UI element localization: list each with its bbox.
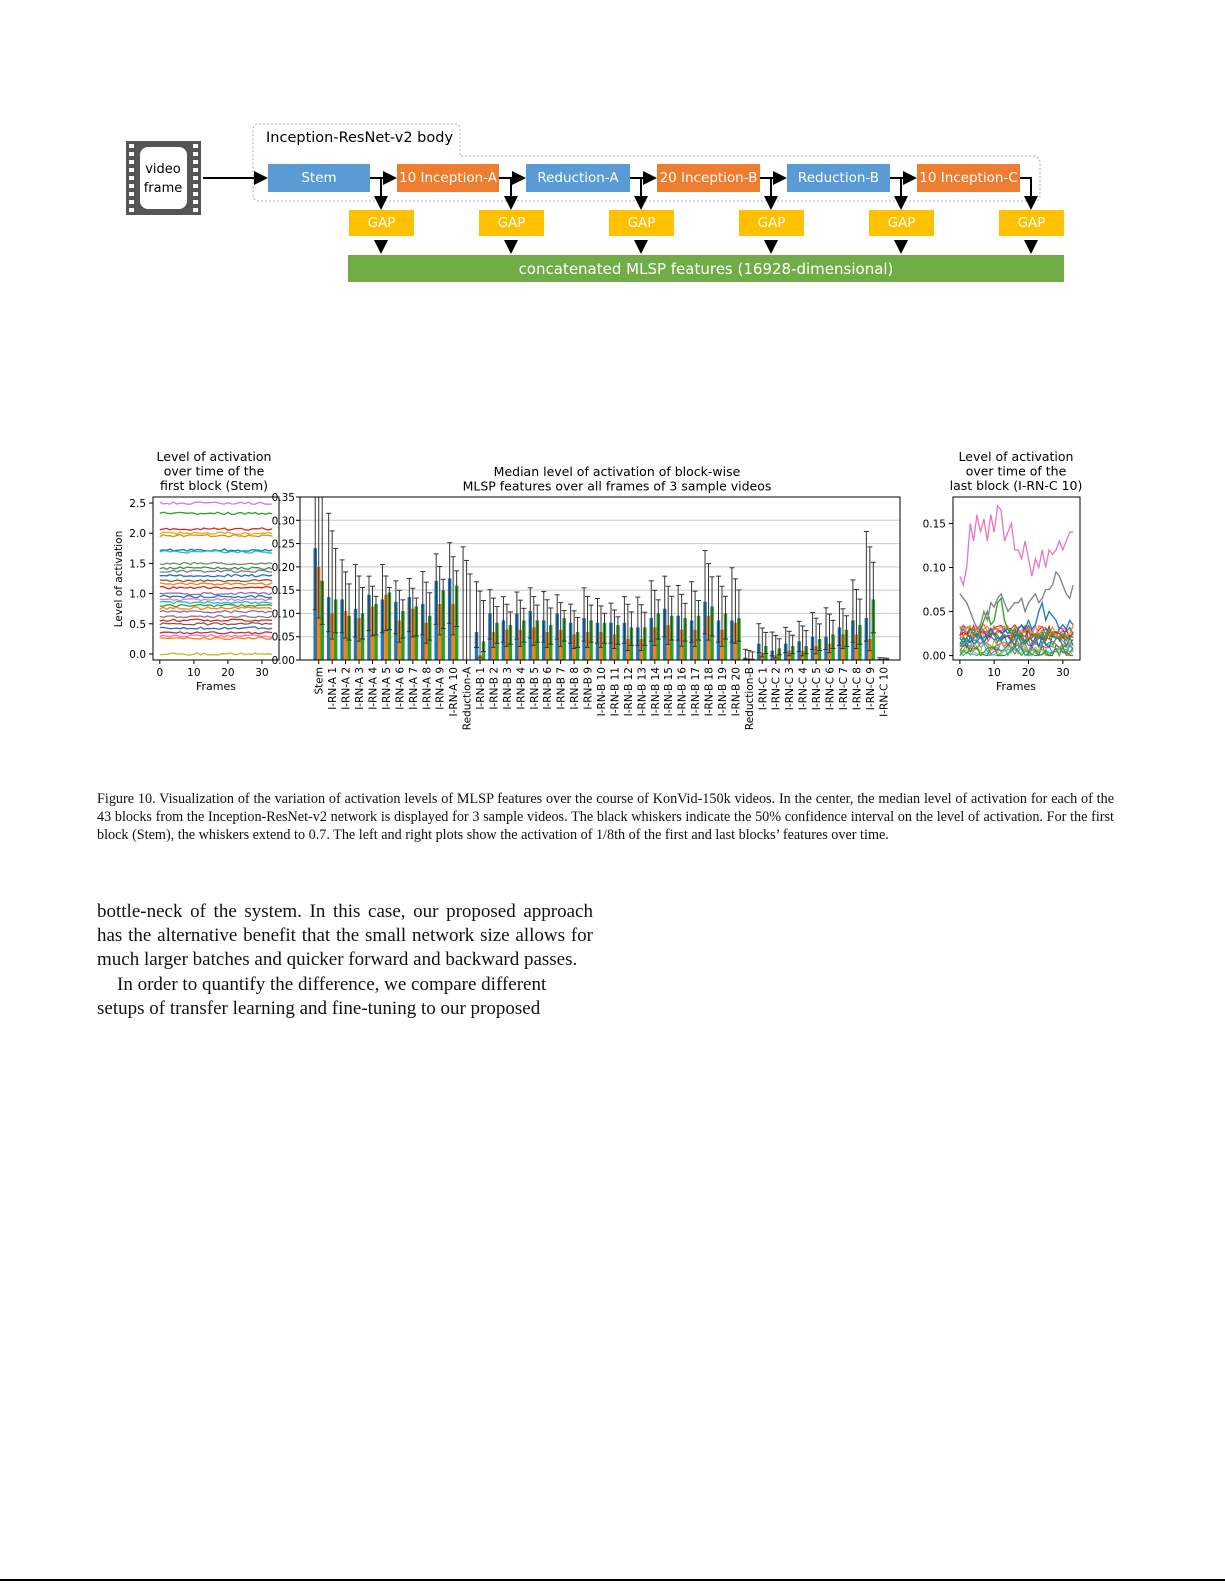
- x-tick-label: I-RN-C 10: [878, 667, 891, 717]
- x-tick-label: I-RN-C 2: [770, 667, 783, 711]
- x-tick-label: I-RN-C 8: [851, 667, 864, 711]
- chart-title: over time of the: [965, 463, 1067, 479]
- x-tick-label: I-RN-B 7: [555, 667, 568, 710]
- block-inception-a: 10 Inception-A: [397, 164, 499, 192]
- activation-line: [160, 574, 272, 576]
- y-tick-label: 0.05: [271, 631, 295, 644]
- gap-box: GAP: [349, 210, 414, 236]
- activation-line: [160, 512, 272, 514]
- gap-box: GAP: [609, 210, 674, 236]
- chart-title: Level of activation: [156, 449, 272, 464]
- x-tick-label: Reduction-A: [461, 667, 474, 731]
- x-tick-label: Stem: [313, 667, 326, 695]
- x-tick-label: 20: [221, 667, 235, 679]
- x-tick-label: I-RN-B 2: [488, 667, 501, 710]
- input-label-line2: frame: [143, 181, 183, 196]
- chart-title: MLSP features over all frames of 3 sample videos: [462, 478, 772, 494]
- activation-line: [160, 595, 272, 597]
- body-text: [97, 900, 593, 1021]
- activation-line: [160, 653, 272, 655]
- mlsp-features-bar: concatenated MLSP features (16928-dimensional): [348, 255, 1064, 282]
- x-tick-label: I-RN-B 5: [528, 667, 541, 710]
- input-label-line1: video: [145, 162, 181, 177]
- x-tick-label: 30: [255, 667, 269, 679]
- x-tick-label: I-RN-C 1: [757, 667, 770, 711]
- x-tick-label: I-RN-A 4: [367, 667, 380, 710]
- y-tick-label: 0.35: [271, 492, 295, 504]
- y-tick-label: 0.0: [129, 648, 146, 661]
- activation-line: [160, 632, 272, 634]
- activation-line: [160, 619, 272, 621]
- activation-line: [160, 616, 272, 618]
- x-tick-label: I-RN-B 16: [676, 667, 689, 717]
- x-tick-label: I-RN-A 9: [434, 667, 447, 710]
- block-inception-c: 10 Inception-C: [917, 164, 1020, 192]
- x-tick-label: I-RN-C 9: [864, 667, 877, 711]
- x-tick-label: I-RN-C 7: [837, 667, 850, 711]
- y-axis-label: Level of activation: [113, 530, 125, 628]
- activation-line: [160, 562, 272, 564]
- activation-line: [160, 623, 272, 625]
- chart-title: Level of activation: [958, 449, 1074, 464]
- y-tick-label: 0.25: [271, 538, 295, 551]
- x-tick-label: I-RN-C 4: [797, 667, 810, 711]
- x-tick-label: 10: [187, 667, 201, 679]
- x-tick-label: 0: [956, 667, 964, 679]
- activation-line: [160, 627, 272, 629]
- x-tick-label: 10: [987, 667, 1001, 679]
- chart-title: last block (I-RN-C 10): [949, 478, 1083, 493]
- activation-line: [160, 635, 272, 637]
- activation-line: [160, 528, 272, 530]
- x-tick-label: I-RN-B 6: [542, 667, 555, 710]
- x-axis-label: Frames: [995, 680, 1037, 693]
- y-tick-label: 0.10: [271, 608, 295, 621]
- x-tick-label: I-RN-B 10: [596, 667, 608, 717]
- x-tick-label: I-RN-B 14: [649, 667, 662, 717]
- activation-line: [160, 580, 272, 582]
- x-tick-label: I-RN-B 8: [569, 667, 582, 710]
- x-tick-label: I-RN-C 3: [784, 667, 797, 711]
- activation-charts: [0, 0, 1225, 760]
- x-tick-label: Reduction-B: [743, 667, 756, 731]
- x-tick-label: I-RN-B 12: [622, 667, 635, 717]
- activation-line: [160, 611, 272, 613]
- x-tick-label: I-RN-B 19: [716, 667, 729, 717]
- y-tick-label: 1.5: [129, 558, 146, 571]
- y-tick-label: 0.10: [922, 562, 946, 575]
- page-bottom-rule: [0, 1579, 1225, 1581]
- activation-line: [160, 599, 272, 601]
- chart-title: Median level of activation of block-wise: [493, 464, 741, 479]
- y-tick-label: 2.0: [129, 528, 146, 541]
- x-tick-label: 0: [156, 667, 164, 679]
- chart-title: over time of the: [163, 463, 265, 479]
- y-tick-label: 2.5: [129, 498, 146, 511]
- gap-box: GAP: [869, 210, 934, 236]
- y-tick-label: 1.0: [129, 588, 146, 601]
- activation-line: [160, 532, 272, 534]
- x-tick-label: I-RN-B 4: [515, 667, 528, 710]
- x-tick-label: I-RN-C 6: [824, 667, 837, 711]
- paragraph: bottle-neck of the system. In this case, our proposed approach has the alternative benefit that the small network size allows for much larger batches and quicker forward and backward passes.: [97, 901, 593, 971]
- activation-line: [160, 601, 272, 603]
- x-tick-label: I-RN-B 15: [663, 667, 676, 717]
- gap-box: GAP: [479, 210, 544, 236]
- y-tick-label: 0.30: [271, 515, 295, 528]
- paragraph: In order to quantify the difference, we compare different setups of transfer learning and fine-tuning to our proposed: [97, 973, 547, 1019]
- y-tick-label: 0.15: [271, 585, 295, 598]
- x-tick-label: I-RN-A 10: [448, 667, 461, 717]
- y-tick-label: 0.20: [271, 561, 295, 574]
- x-tick-label: I-RN-A 1: [327, 667, 340, 710]
- x-tick-label: I-RN-A 7: [407, 667, 420, 710]
- activation-line: [160, 592, 272, 594]
- x-tick-label: I-RN-B 13: [636, 667, 649, 717]
- gap-box: GAP: [999, 210, 1064, 236]
- block-reduction-b: Reduction-B: [787, 164, 890, 192]
- y-tick-label: 0.05: [922, 606, 946, 619]
- x-tick-label: I-RN-B 3: [501, 667, 514, 710]
- activation-line: [160, 637, 272, 639]
- x-tick-label: 30: [1056, 667, 1070, 679]
- x-tick-label: I-RN-B 18: [703, 667, 716, 717]
- y-tick-label: 0.00: [271, 655, 295, 667]
- x-tick-label: I-RN-A 2: [340, 667, 353, 710]
- x-axis-label: Frames: [195, 680, 237, 693]
- activation-line: [160, 586, 272, 588]
- body-title: Inception-ResNet-v2 body: [266, 130, 454, 146]
- activation-line: [160, 551, 272, 553]
- activation-line: [160, 535, 272, 537]
- block-reduction-a: Reduction-A: [526, 164, 630, 192]
- x-tick-label: I-RN-B 17: [690, 667, 703, 717]
- activation-line: [160, 570, 272, 572]
- x-tick-label: I-RN-A 5: [380, 667, 393, 710]
- y-tick-label: 0.15: [922, 518, 946, 531]
- x-tick-label: I-RN-A 6: [394, 667, 407, 710]
- figure-caption: Figure 10. Visualization of the variation of activation levels of MLSP features over the course of KonVid-150k videos. In the center, the median level of activation for each of the 43 blocks from the Inception-ResNet-v2 network is displayed for 3 sample videos. The black whiskers indicate the 50% confidence interval on the level of activation. For the first block (Stem), the whiskers extend to 0.7. The left and right plots show the activation of 1/8th of the first and last blocks’ features over time.: [97, 791, 1114, 843]
- y-tick-label: 0.5: [129, 618, 146, 631]
- x-tick-label: 20: [1021, 667, 1036, 679]
- x-tick-label: I-RN-B 11: [609, 667, 622, 717]
- block-inception-b: 20 Inception-B: [657, 164, 760, 192]
- activation-line: [160, 567, 272, 569]
- x-tick-label: I-RN-A 8: [421, 667, 434, 710]
- activation-line: [160, 607, 272, 609]
- x-tick-label: I-RN-B 1: [475, 667, 488, 710]
- x-tick-label: I-RN-A 3: [354, 667, 367, 710]
- x-tick-label: I-RN-B 9: [582, 667, 595, 710]
- x-tick-label: I-RN-B 20: [730, 667, 743, 717]
- chart-title: first block (Stem): [160, 478, 268, 493]
- activation-line: [160, 502, 272, 504]
- block-stem: Stem: [268, 164, 370, 192]
- y-tick-label: 0.00: [922, 650, 946, 663]
- activation-line: [160, 583, 272, 585]
- x-tick-label: I-RN-C 5: [811, 667, 824, 711]
- gap-box: GAP: [739, 210, 804, 236]
